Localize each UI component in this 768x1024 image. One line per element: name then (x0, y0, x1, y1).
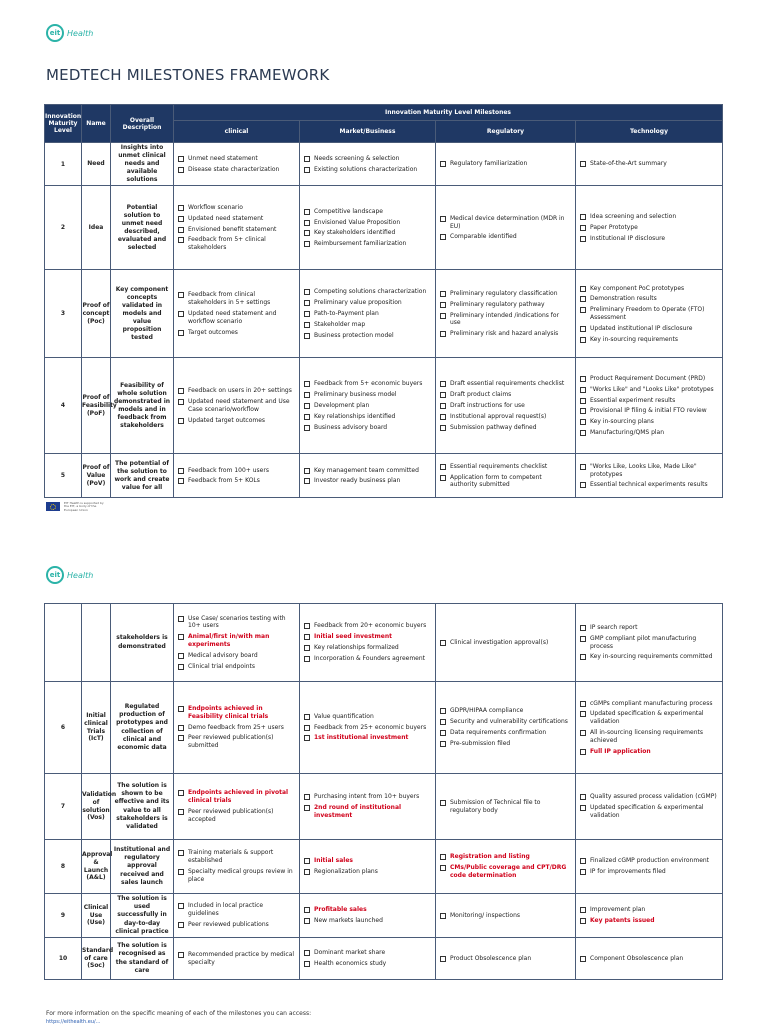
milestone-item: Preliminary intended /indications for use (440, 312, 571, 328)
milestone-item: Monitoring/ inspections (440, 912, 571, 920)
technology-milestones (576, 186, 723, 270)
milestone-item: Key relationships formalized (304, 644, 431, 652)
milestone-item: Preliminary regulatory classification (440, 290, 571, 298)
header-milestones: Innovation Maturity Level Milestones (174, 105, 723, 121)
milestone-item: Feedback from 25+ economic buyers (304, 724, 431, 732)
regulatory-milestones (436, 358, 576, 454)
milestone-item: Regionalization plans (304, 868, 431, 876)
regulatory-milestones (436, 186, 576, 270)
milestone-item: Key patents issued (580, 917, 718, 925)
technology-milestones (576, 454, 723, 498)
footer (46, 1010, 311, 1024)
regulatory-milestones (436, 143, 576, 186)
eit-logo-icon: eit (46, 566, 64, 584)
clinical-milestones (174, 840, 300, 894)
milestone-item: Clinical investigation approval(s) (440, 639, 571, 647)
milestone-item: Peer reviewed publication(s) accepted (178, 808, 295, 824)
milestone-item: Product Requirement Document (PRD) (580, 375, 718, 383)
header-clinical: clinical (174, 121, 300, 143)
milestone-item: Feedback from clinical stakeholders in 5+ settings (178, 291, 295, 307)
table-row (45, 454, 723, 498)
level-description: Institutional and regulatory approval received and sales launch (111, 840, 174, 894)
maturity-level: 10 (45, 938, 82, 980)
footer-text: For more information on the specific meaning of each of the milestones you can access: (46, 1010, 312, 1017)
milestone-item: Application form to competent authority submitted (440, 474, 571, 490)
regulatory-milestones (436, 840, 576, 894)
milestone-item: Feedback from 20+ economic buyers (304, 622, 431, 630)
level-description: Insights into unmet clinical needs and available solutions (111, 143, 174, 186)
milestone-item: Feedback from 5+ economic buyers (304, 380, 431, 388)
table-row (45, 358, 723, 454)
regulatory-milestones (436, 454, 576, 498)
technology-milestones (576, 358, 723, 454)
maturity-level: 6 (45, 682, 82, 774)
clinical-milestones (174, 604, 300, 682)
milestone-item: Essential requirements checklist (440, 463, 571, 471)
milestone-item: Clinical trial endpoints (178, 663, 295, 671)
milestone-item: Improvement plan (580, 906, 718, 914)
milestone-item: Investor ready business plan (304, 477, 431, 485)
milestone-item: Key in-sourcing requirements (580, 336, 718, 344)
maturity-level: 3 (45, 270, 82, 358)
milestone-item: Demo feedback from 25+ users (178, 724, 295, 732)
milestone-item: Preliminary business model (304, 391, 431, 399)
milestone-item: Pre-submission filed (440, 740, 571, 748)
milestone-item: Initial sales (304, 857, 431, 865)
milestone-item: "Works Like" and "Looks Like" prototypes (580, 386, 718, 394)
eu-notice-text: EIT Health is supported by the EIT, a body of the European Union (64, 501, 104, 512)
milestone-item: Key stakeholders identified (304, 229, 431, 237)
milestone-item: Manufacturing/QMS plan (580, 429, 718, 437)
table-row (45, 682, 723, 774)
milestone-item: Feedback from 5+ KOLs (178, 477, 295, 485)
level-description: Regulated production of prototypes and collection of clinical and economic data (111, 682, 174, 774)
health-wordmark: Health (67, 28, 94, 38)
table-row (45, 894, 723, 938)
milestone-item: Animal/first in/with man experiments (178, 633, 295, 649)
market-milestones (300, 894, 436, 938)
milestone-item: CMs/Public coverage and CPT/DRG code determination (440, 864, 571, 880)
milestone-item: Unmet need statement (178, 155, 295, 163)
milestone-item: Feedback on users in 20+ settings (178, 387, 295, 395)
milestone-item: 2nd round of institutional investment (304, 804, 431, 820)
milestone-item: Full IP application (580, 748, 718, 756)
milestone-item: Existing solutions characterization (304, 166, 431, 174)
milestone-item: Target outcomes (178, 329, 295, 337)
milestone-item: Quality assured process validation (cGMP) (580, 793, 718, 801)
table-row (45, 938, 723, 980)
technology-milestones (576, 774, 723, 840)
milestone-item: Peer reviewed publication(s) submitted (178, 734, 295, 750)
header-description: Overall Description (111, 105, 174, 143)
regulatory-milestones (436, 938, 576, 980)
milestone-item: Medical advisory board (178, 652, 295, 660)
milestone-item: Key relationships identified (304, 413, 431, 421)
milestone-item: GDPR/HIPAA compliance (440, 707, 571, 715)
milestone-item: New markets launched (304, 917, 431, 925)
milestone-item: Demonstration results (580, 295, 718, 303)
market-milestones (300, 604, 436, 682)
milestone-item: Provisional IP filing & initial FTO review (580, 407, 718, 415)
table-row (45, 143, 723, 186)
milestone-item: Updated target outcomes (178, 417, 295, 425)
milestone-item: cGMPs compliant manufacturing process (580, 700, 718, 708)
milestone-item: Preliminary regulatory pathway (440, 301, 571, 309)
milestone-item: Paper Prototype (580, 224, 718, 232)
milestone-item: Feedback from 100+ users (178, 467, 295, 475)
milestone-item: Included in local practice guidelines (178, 902, 295, 918)
milestone-item: Idea screening and selection (580, 213, 718, 221)
milestone-item: Workflow scenario (178, 204, 295, 212)
clinical-milestones (174, 682, 300, 774)
clinical-milestones (174, 774, 300, 840)
level-name: Proof of concept (Poc) (82, 270, 111, 358)
clinical-milestones (174, 938, 300, 980)
market-milestones (300, 358, 436, 454)
milestone-item: Comparable identified (440, 233, 571, 241)
market-milestones (300, 682, 436, 774)
technology-milestones (576, 894, 723, 938)
technology-milestones (576, 604, 723, 682)
level-name: Clinical Use (Use) (82, 894, 111, 938)
milestone-item: "Works Like, Looks Like, Made Like" prototypes (580, 463, 718, 479)
milestone-item: Finalized cGMP production environment (580, 857, 718, 865)
eit-logo-icon: eit (46, 24, 64, 42)
level-description: Key component concepts validated in models and value proposition tested (111, 270, 174, 358)
table-row (45, 604, 723, 682)
regulatory-milestones (436, 270, 576, 358)
milestone-item: Submission pathway defined (440, 424, 571, 432)
milestone-item: Draft essential requirements checklist (440, 380, 571, 388)
milestone-item: Feedback from 5+ clinical stakeholders (178, 236, 295, 252)
market-milestones (300, 454, 436, 498)
table-row (45, 840, 723, 894)
milestone-item: IP for improvements filed (580, 868, 718, 876)
milestone-item: State-of-the-Art summary (580, 160, 718, 168)
milestone-item: Envisioned Value Proposition (304, 219, 431, 227)
level-description: Potential solution to unmet need described, evaluated and selected (111, 186, 174, 270)
regulatory-milestones (436, 774, 576, 840)
level-name (82, 604, 111, 682)
level-name: Proof of Value (PoV) (82, 454, 111, 498)
milestone-item: Registration and listing (440, 853, 571, 861)
milestone-item: GMP compliant pilot manufacturing process (580, 635, 718, 651)
table-row (45, 186, 723, 270)
maturity-level: 7 (45, 774, 82, 840)
milestones-table-continued (44, 603, 723, 980)
milestone-item: Recommended practice by medical specialty (178, 951, 295, 967)
maturity-level: 9 (45, 894, 82, 938)
market-milestones (300, 143, 436, 186)
milestone-item: Draft instructions for use (440, 402, 571, 410)
milestone-item: Essential experiment results (580, 397, 718, 405)
market-milestones (300, 938, 436, 980)
eu-notice (46, 502, 104, 512)
milestone-item: Key component PoC prototypes (580, 285, 718, 293)
milestone-item: Profitable sales (304, 906, 431, 914)
technology-milestones (576, 682, 723, 774)
regulatory-milestones (436, 894, 576, 938)
eu-flag-icon (46, 502, 60, 511)
milestone-item: Endpoints achieved in Feasibility clinical trials (178, 705, 295, 721)
technology-milestones (576, 270, 723, 358)
milestone-item: Key management team committed (304, 467, 431, 475)
clinical-milestones (174, 454, 300, 498)
milestone-item: Submission of Technical file to regulatory body (440, 799, 571, 815)
maturity-level: 5 (45, 454, 82, 498)
milestone-item: Training materials & support established (178, 849, 295, 865)
level-name: Standard of care (Soc) (82, 938, 111, 980)
header-technology: Technology (576, 121, 723, 143)
clinical-milestones (174, 894, 300, 938)
technology-milestones (576, 938, 723, 980)
milestone-item: Component Obsolescence plan (580, 955, 718, 963)
level-name: Idea (82, 186, 111, 270)
milestone-item: 1st institutional investment (304, 734, 431, 742)
milestone-item: Medical device determination (MDR in EU) (440, 215, 571, 231)
milestone-item: Data requirements confirmation (440, 729, 571, 737)
milestone-item: Path-to-Payment plan (304, 310, 431, 318)
technology-milestones (576, 840, 723, 894)
health-wordmark: Health (67, 570, 94, 580)
market-milestones (300, 186, 436, 270)
milestone-item: Business protection model (304, 332, 431, 340)
milestone-item: IP search report (580, 624, 718, 632)
level-description: The solution is used successfully in day-to-day clinical practice (111, 894, 174, 938)
level-name: Need (82, 143, 111, 186)
milestone-item: Updated institutional IP disclosure (580, 325, 718, 333)
table-row (45, 270, 723, 358)
clinical-milestones (174, 270, 300, 358)
clinical-milestones (174, 143, 300, 186)
milestone-item: All in-sourcing licensing requirements achieved (580, 729, 718, 745)
milestone-item: Disease state characterization (178, 166, 295, 174)
level-name: Approval & Launch (A&L) (82, 840, 111, 894)
milestone-item: Updated need statement and Use Case scenario/workflow (178, 398, 295, 414)
milestones-table (44, 104, 723, 498)
milestone-item: Security and vulnerability certifications (440, 718, 571, 726)
header-level: Innovation Maturity Level (45, 105, 82, 143)
milestone-item: Essential technical experiments results (580, 481, 718, 489)
milestone-item: Purchasing intent from 10+ buyers (304, 793, 431, 801)
regulatory-milestones (436, 682, 576, 774)
level-description: The solution is shown to be effective and its value to all stakeholders is validated (111, 774, 174, 840)
level-description: The potential of the solution to work and create value for all (111, 454, 174, 498)
milestone-item: Updated specification & experimental validation (580, 710, 718, 726)
market-milestones (300, 270, 436, 358)
eit-health-logo (46, 24, 93, 42)
milestone-item: Endpoints achieved in pivotal clinical trials (178, 789, 295, 805)
level-name: Proof of Feasibility (PoF) (82, 358, 111, 454)
level-description: stakeholders is demonstrated (111, 604, 174, 682)
milestone-item: Business advisory board (304, 424, 431, 432)
milestone-item: Peer reviewed publications (178, 921, 295, 929)
milestone-item: Initial seed investment (304, 633, 431, 641)
clinical-milestones (174, 186, 300, 270)
milestone-item: Updated specification & experimental validation (580, 804, 718, 820)
market-milestones (300, 774, 436, 840)
milestone-item: Institutional IP disclosure (580, 235, 718, 243)
level-description: The solution is recognised as the standard of care (111, 938, 174, 980)
maturity-level: 4 (45, 358, 82, 454)
header-name: Name (82, 105, 111, 143)
level-description: Feasibility of whole solution demonstrated in models and in feedback from stakeholders (111, 358, 174, 454)
milestone-item: Regulatory familiarization (440, 160, 571, 168)
milestone-item: Development plan (304, 402, 431, 410)
milestone-item: Needs screening & selection (304, 155, 431, 163)
milestone-item: Preliminary value proposition (304, 299, 431, 307)
maturity-level (45, 604, 82, 682)
maturity-level: 2 (45, 186, 82, 270)
header-market: Market/Business (300, 121, 436, 143)
table-row (45, 774, 723, 840)
maturity-level: 1 (45, 143, 82, 186)
milestone-item: Value quantification (304, 713, 431, 721)
technology-milestones (576, 143, 723, 186)
milestone-item: Reimbursement familiarization (304, 240, 431, 248)
maturity-level: 8 (45, 840, 82, 894)
milestone-item: Product Obsolescence plan (440, 955, 571, 963)
milestone-item: Preliminary Freedom to Operate (FTO) Assessment (580, 306, 718, 322)
milestone-item: Updated need statement (178, 215, 295, 223)
regulatory-milestones (436, 604, 576, 682)
milestone-item: Envisioned benefit statement (178, 226, 295, 234)
milestone-item: Key in-sourcing requirements committed (580, 653, 718, 661)
milestone-item: Health economics study (304, 960, 431, 968)
milestone-item: Incorporation & Founders agreement (304, 655, 431, 663)
milestone-item: Stakeholder map (304, 321, 431, 329)
milestone-item: Draft product claims (440, 391, 571, 399)
milestone-item: Competing solutions characterization (304, 288, 431, 296)
footer-link[interactable]: https://eithealth.eu/... (46, 1019, 101, 1024)
clinical-milestones (174, 358, 300, 454)
header-regulatory: Regulatory (436, 121, 576, 143)
eit-health-logo-page2 (46, 566, 93, 584)
level-name: Validation of solution (Vos) (82, 774, 111, 840)
milestone-item: Preliminary risk and hazard analysis (440, 330, 571, 338)
market-milestones (300, 840, 436, 894)
milestone-item: Specialty medical groups review in place (178, 868, 295, 884)
page-title: MEDTECH MILESTONES FRAMEWORK (46, 66, 330, 84)
milestone-item: Key in-sourcing plans (580, 418, 718, 426)
level-name: Initial clinical Trials (IcT) (82, 682, 111, 774)
milestone-item: Updated need statement and workflow scenario (178, 310, 295, 326)
milestone-item: Use Case/ scenarios testing with 10+ users (178, 615, 295, 631)
milestone-item: Dominant market share (304, 949, 431, 957)
milestone-item: Competitive landscape (304, 208, 431, 216)
milestone-item: Institutional approval request(s) (440, 413, 571, 421)
